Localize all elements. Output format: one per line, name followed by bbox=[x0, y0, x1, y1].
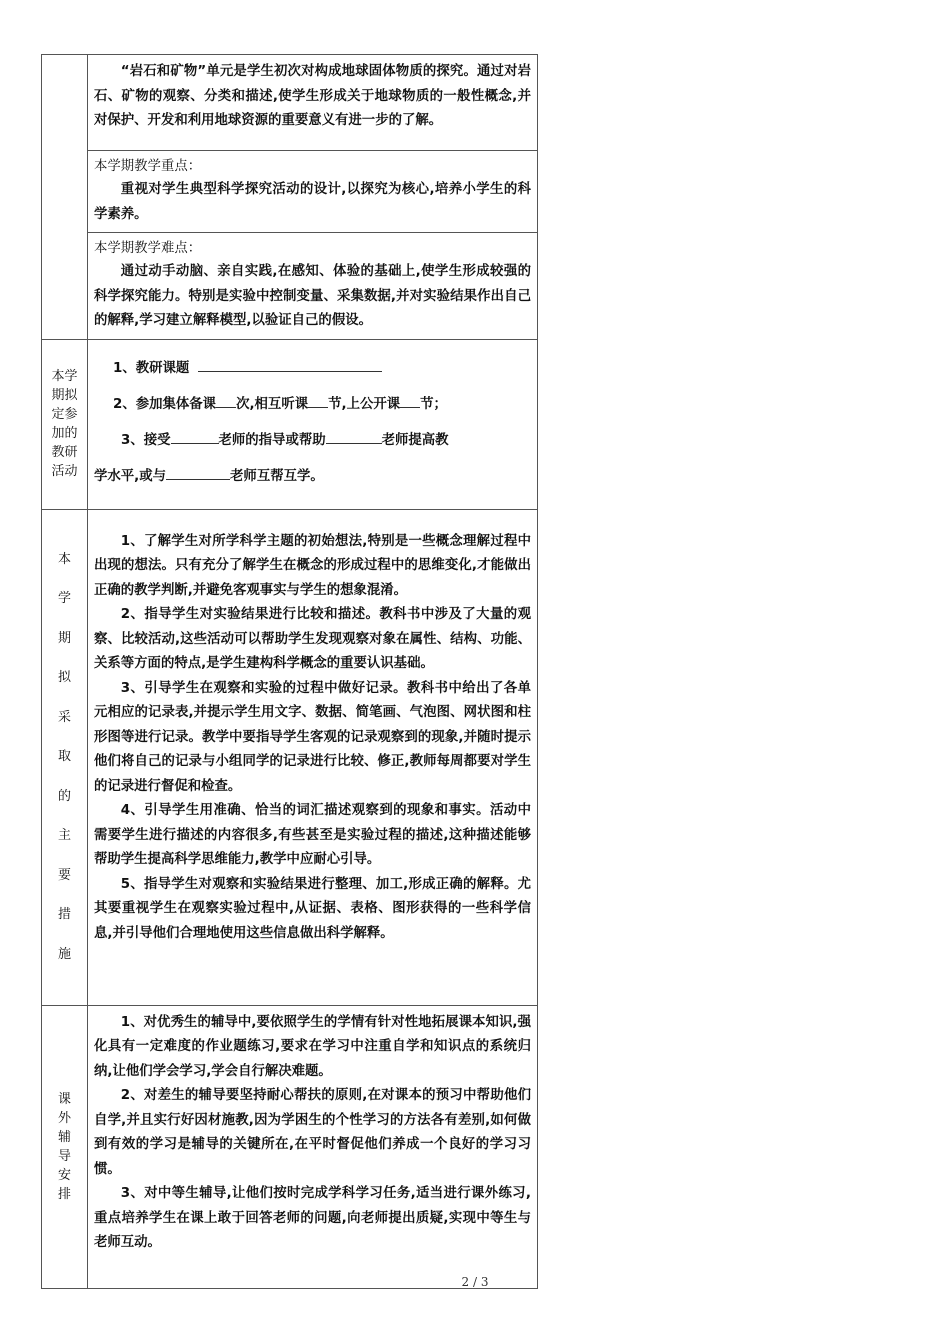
focus-row bbox=[42, 151, 538, 233]
activity-item-3-text-b: 老师的指导或帮助 bbox=[218, 432, 326, 448]
measures-label-char: 期 bbox=[57, 630, 71, 646]
focus-paragraph: 重视对学生典型科学探究活动的设计,以探究为核心,培养小学生的科学素养。 bbox=[94, 182, 531, 222]
measure-paragraph: 1、了解学生对所学科学主题的初始想法,特别是一些概念理解过程中出现的想法。只有充分了解学生在概念的形成过程中的思维变化,才能做出正确的教学判断,并避免客观事实与学生的想象混淆。 bbox=[94, 533, 531, 598]
tutoring-paragraph: 3、对中等生辅导,让他们按时完成学科学习任务,适当进行课外练习,重点培养学生在课上敢于回答老师的问题,向老师提出质疑,实现中等生与老师互动。 bbox=[94, 1186, 531, 1250]
measures-row bbox=[42, 509, 538, 1005]
tutoring-paragraph: 2、对差生的辅导要坚持耐心帮扶的原则,在对课本的预习中帮助他们自学,并且实行好因材施教,因为学困生的个性学习的方法各有差别,如何做到有效的学习是辅导的关键所在,在平时督促他们养成一个良好的学习习惯。 bbox=[94, 1088, 531, 1177]
lesson-prep-blank bbox=[216, 395, 236, 408]
activity-item-2 bbox=[94, 394, 531, 416]
measure-paragraph: 2、指导学生对实验结果进行比较和描述。教科书中涉及了大量的观察、比较活动,这些活动可以帮助学生发现观察对象在属性、结构、功能、关系等方面的特点,是学生建构科学概念的重要认识基础。 bbox=[94, 607, 531, 671]
tutoring-row bbox=[42, 1005, 538, 1288]
measures-cell bbox=[88, 509, 538, 1005]
peer-blank bbox=[166, 467, 230, 480]
page-number: 2 / 3 bbox=[461, 1275, 489, 1289]
unit-row bbox=[42, 55, 538, 151]
tutoring-label-char: 排 bbox=[57, 1186, 71, 1202]
activities-label-line: 活动 bbox=[51, 464, 78, 479]
mentor-blank bbox=[171, 431, 219, 444]
helper-blank bbox=[326, 431, 382, 444]
difficulty-heading: 本学期教学难点： bbox=[94, 241, 202, 256]
measures-label-char: 措 bbox=[57, 907, 71, 923]
difficulty-cell bbox=[88, 233, 538, 340]
tutoring-label-char: 安 bbox=[57, 1167, 71, 1183]
empty-label-cell bbox=[42, 55, 88, 340]
tutoring-label-char: 辅 bbox=[57, 1129, 71, 1145]
activity-item-2-text-c: 节,上公开课 bbox=[328, 396, 401, 412]
activity-item-3-text-a: 3、接受 bbox=[121, 432, 171, 448]
activity-item-3-text-c: 老师提高教 bbox=[381, 432, 449, 448]
activities-label-line: 本学 bbox=[51, 369, 78, 384]
measure-paragraph: 4、引导学生用准确、恰当的词汇描述观察到的现象和事实。活动中需要学生进行描述的内容很多,有些甚至是实验过程的描述,这种描述能够帮助学生提高科学思维能力,教学中应耐心引导。 bbox=[94, 803, 531, 867]
activity-item-1-text: 1、教研课题 bbox=[113, 360, 190, 376]
unit-paragraph: “岩石和矿物”单元是学生初次对构成地球固体物质的探究。通过对岩石、矿物的观察、分类和描述,使学生形成关于地球物质的一般性概念,并对保护、开发和利用地球资源的重要意义有进一步的了解。 bbox=[94, 64, 531, 128]
activity-item-3 bbox=[94, 430, 531, 452]
measures-label-char: 采 bbox=[57, 709, 71, 725]
activities-label-line: 教研 bbox=[51, 445, 78, 460]
measures-label-char: 主 bbox=[57, 828, 71, 844]
activities-row bbox=[42, 339, 538, 509]
tutoring-label-char: 外 bbox=[57, 1110, 71, 1126]
difficulty-row bbox=[42, 233, 538, 340]
activity-item-2-text-a: 2、参加集体备课 bbox=[113, 396, 217, 412]
measures-label bbox=[42, 509, 88, 1005]
observation-blank bbox=[308, 395, 328, 408]
plan-table bbox=[41, 54, 538, 1289]
tutoring-label-char: 导 bbox=[57, 1148, 71, 1164]
activities-cell bbox=[88, 339, 538, 509]
difficulty-paragraph: 通过动手动脑、亲自实践,在感知、体验的基础上,使学生形成较强的科学探究能力。特别是实验中控制变量、采集数据,并对实验结果作出自己的解释,学习建立解释模型,以验证自己的假设。 bbox=[94, 264, 531, 328]
activity-item-1 bbox=[94, 358, 531, 380]
activity-item-3-text-e: 老师互帮互学。 bbox=[230, 468, 324, 484]
measures-label-char: 要 bbox=[57, 867, 71, 883]
activities-label-line: 定参 bbox=[51, 407, 78, 422]
tutoring-label bbox=[42, 1005, 88, 1288]
unit-cell bbox=[88, 55, 538, 151]
tutoring-paragraph: 1、对优秀生的辅导中,要依照学生的学情有针对性地拓展课本知识,强化具有一定难度的作业题练习,要求在学习中注重自学和知识点的系统归纳,让他们学会学习,学会自行解决难题。 bbox=[94, 1014, 531, 1079]
tutoring-cell bbox=[88, 1005, 538, 1288]
measures-label-char: 本 bbox=[57, 551, 71, 567]
activities-label-line: 期拟 bbox=[51, 388, 78, 403]
measures-label-char: 的 bbox=[57, 788, 71, 804]
focus-heading: 本学期教学重点： bbox=[94, 159, 202, 174]
measures-label-char: 取 bbox=[57, 749, 71, 765]
measure-paragraph: 3、引导学生在观察和实验的过程中做好记录。教科书中给出了各单元相应的记录表,并提示学生用文字、数据、简笔画、气泡图、网状图和柱形图等进行记录。教学中要指导学生客观的记录观察到的现象,并随时提示他们将自己的记录与小组同学的记录进行比较、修正,教师每周都要对学生的记录进行督促和检查。 bbox=[94, 680, 531, 794]
measures-label-char: 学 bbox=[57, 591, 71, 607]
activities-label-line: 加的 bbox=[51, 426, 78, 441]
measure-paragraph: 5、指导学生对观察和实验结果进行整理、加工,形成正确的解释。尤其要重视学生在观察实验过程中,从证据、表格、图形获得的一些科学信息,并引导他们合理地使用这些信息做出科学解释。 bbox=[94, 876, 531, 941]
topic-blank bbox=[198, 359, 382, 372]
activities-label bbox=[42, 339, 88, 509]
measures-label-char: 施 bbox=[57, 946, 71, 962]
activity-item-2-text-b: 次,相互听课 bbox=[236, 396, 309, 412]
measures-label-char: 拟 bbox=[57, 670, 71, 686]
activity-item-2-text-d: 节； bbox=[420, 396, 447, 412]
activity-item-3-text-d: 学水平,或与 bbox=[94, 468, 167, 484]
tutoring-label-char: 课 bbox=[57, 1091, 71, 1107]
focus-cell bbox=[88, 151, 538, 233]
open-class-blank bbox=[400, 395, 420, 408]
activity-item-3-cont bbox=[94, 466, 531, 488]
